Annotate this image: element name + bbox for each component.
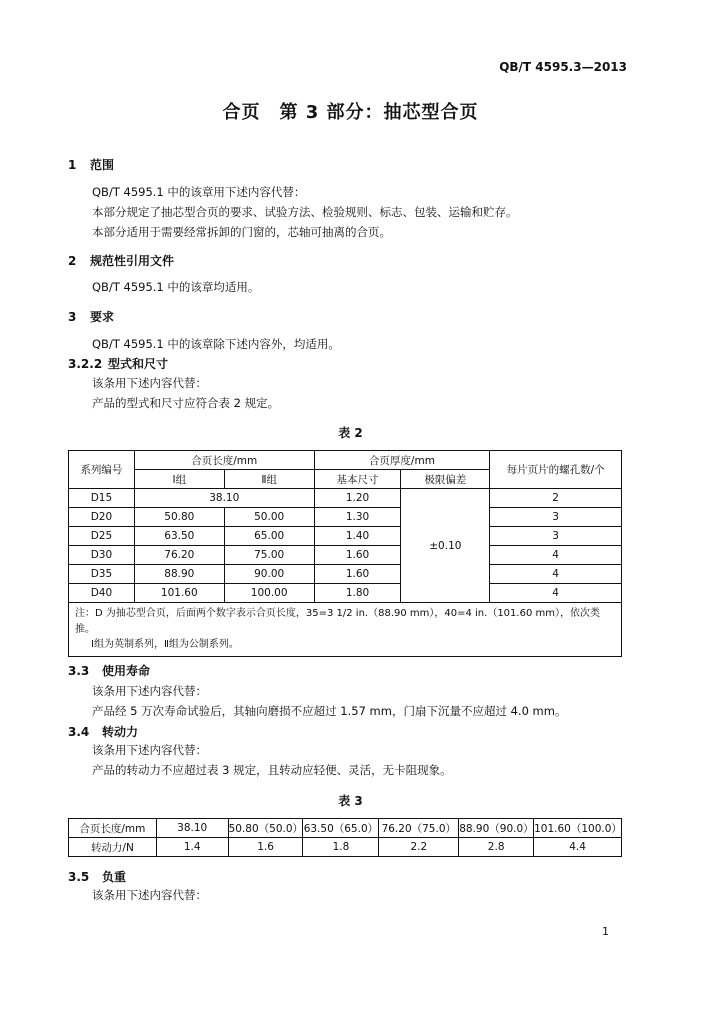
cell-group-2: 50.00 <box>224 508 314 527</box>
cell-holes: 4 <box>490 546 622 565</box>
section-title: 要求 <box>90 310 115 324</box>
header-group-1: Ⅰ组 <box>134 470 224 489</box>
header-series: 系列编号 <box>69 451 135 489</box>
section-2-heading <box>68 252 174 269</box>
cell-force: 1.4 <box>156 838 228 857</box>
cell-length: 88.90（90.0） <box>459 819 534 838</box>
paragraph: 本部分适用于需要经常拆卸的门窗的，芯轴可抽离的合页。 <box>92 225 391 239</box>
cell-basic: 1.30 <box>314 508 401 527</box>
section-3-5-heading <box>68 868 126 885</box>
cell-group-1: 76.20 <box>134 546 224 565</box>
cell-series: D40 <box>69 584 135 603</box>
cell-holes: 4 <box>490 584 622 603</box>
cell-deviation: ±0.10 <box>401 489 490 603</box>
cell-group-1: 63.50 <box>134 527 224 546</box>
cell-holes: 3 <box>490 527 622 546</box>
table-row <box>69 527 622 546</box>
cell-group-2: 100.00 <box>224 584 314 603</box>
paragraph: 产品的型式和尺寸应符合表 2 规定。 <box>92 396 280 410</box>
header-deviation: 极限偏差 <box>401 470 490 489</box>
cell-series: D25 <box>69 527 135 546</box>
section-number: 2 <box>68 254 77 268</box>
table-row <box>69 489 622 508</box>
paragraph: 该条用下述内容代替： <box>92 376 207 390</box>
section-number: 3.2.2 <box>68 357 103 371</box>
paragraph: 产品经 5 万次寿命试验后，其轴向磨损不应超过 1.57 mm，门扇下沉量不应超过 4.0 mm。 <box>92 704 567 718</box>
standard-number: QB/T 4595.3—2013 <box>499 60 627 74</box>
paragraph: QB/T 4595.1 中的该章除下述内容外，均适用。 <box>92 337 340 351</box>
paragraph: 该条用下述内容代替： <box>92 888 207 902</box>
cell-basic: 1.60 <box>314 565 401 584</box>
paragraph: 本部分规定了抽芯型合页的要求、试验方法、检验规则、标志、包装、运输和贮存。 <box>92 205 518 219</box>
cell-group-1: 50.80 <box>134 508 224 527</box>
cell-series: D15 <box>69 489 135 508</box>
section-number: 3.3 <box>68 664 90 678</box>
cell-series: D20 <box>69 508 135 527</box>
section-3-2-2-heading <box>68 355 168 372</box>
paragraph: QB/T 4595.1 中的该章用下述内容代替： <box>92 185 306 199</box>
paragraph: 该条用下述内容代替： <box>92 684 207 698</box>
section-number: 1 <box>68 158 77 172</box>
section-title: 转动力 <box>102 725 139 739</box>
section-number: 3.5 <box>68 870 90 884</box>
cell-group-2: 90.00 <box>224 565 314 584</box>
row-label-force: 转动力/N <box>69 838 157 857</box>
section-3-4-heading <box>68 723 138 740</box>
paragraph: 产品的转动力不应超过表 3 规定，且转动应轻便、灵活，无卡阻现象。 <box>92 763 452 777</box>
note-line: Ⅰ组为英制系列，Ⅱ组为公制系列。 <box>91 639 239 650</box>
table-row <box>69 838 622 857</box>
table-3 <box>68 818 622 857</box>
page-title: 合页 第 3 部分：抽芯型合页 <box>222 102 479 123</box>
cell-force: 2.8 <box>459 838 534 857</box>
cell-length: 38.10 <box>156 819 228 838</box>
cell-force: 1.8 <box>303 838 379 857</box>
cell-basic: 1.80 <box>314 584 401 603</box>
paragraph: QB/T 4595.1 中的该章均适用。 <box>92 280 260 294</box>
cell-length: 76.20（75.0） <box>379 819 459 838</box>
section-3-heading <box>68 308 114 325</box>
cell-series: D35 <box>69 565 135 584</box>
section-number: 3.4 <box>68 725 90 739</box>
section-title: 规范性引用文件 <box>90 254 175 268</box>
table-note <box>69 603 622 657</box>
section-3-3-heading <box>68 662 150 679</box>
section-title: 范围 <box>90 158 115 172</box>
cell-basic: 1.40 <box>314 527 401 546</box>
table-row <box>69 584 622 603</box>
table-2-caption: 表 2 <box>338 426 363 440</box>
section-title: 型式和尺寸 <box>108 357 169 371</box>
table-2 <box>68 450 622 657</box>
cell-holes: 4 <box>490 565 622 584</box>
row-label-length: 合页长度/mm <box>69 819 157 838</box>
cell-force: 4.4 <box>534 838 622 857</box>
section-title: 使用寿命 <box>102 664 151 678</box>
cell-holes: 3 <box>490 508 622 527</box>
header-holes: 每片页片的螺孔数/个 <box>490 451 622 489</box>
cell-length: 38.10 <box>134 489 314 508</box>
table-row <box>69 819 622 838</box>
paragraph: 该条用下述内容代替： <box>92 743 207 757</box>
note-line: 注：D 为抽芯型合页，后面两个数字表示合页长度，35=3 1/2 in.（88.90 mm），40=4 in.（101.60 mm），依次类推。 <box>75 608 600 635</box>
cell-length: 63.50（65.0） <box>303 819 379 838</box>
cell-length: 50.80（50.0） <box>228 819 303 838</box>
section-title: 负重 <box>102 870 127 884</box>
header-group-2: Ⅱ组 <box>224 470 314 489</box>
cell-length: 101.60（100.0） <box>534 819 622 838</box>
page-number: 1 <box>602 925 609 938</box>
header-basic-size: 基本尺寸 <box>314 470 401 489</box>
table-3-caption: 表 3 <box>338 794 363 808</box>
header-length: 合页长度/mm <box>134 451 314 470</box>
cell-group-1: 88.90 <box>134 565 224 584</box>
cell-force: 1.6 <box>228 838 303 857</box>
cell-force: 2.2 <box>379 838 459 857</box>
cell-group-1: 101.60 <box>134 584 224 603</box>
table-row <box>69 565 622 584</box>
cell-basic: 1.60 <box>314 546 401 565</box>
table-row <box>69 508 622 527</box>
cell-group-2: 65.00 <box>224 527 314 546</box>
cell-basic: 1.20 <box>314 489 401 508</box>
section-1-heading <box>68 156 114 173</box>
cell-group-2: 75.00 <box>224 546 314 565</box>
table-row <box>69 546 622 565</box>
cell-holes: 2 <box>490 489 622 508</box>
section-number: 3 <box>68 310 77 324</box>
header-thickness: 合页厚度/mm <box>314 451 490 470</box>
cell-series: D30 <box>69 546 135 565</box>
